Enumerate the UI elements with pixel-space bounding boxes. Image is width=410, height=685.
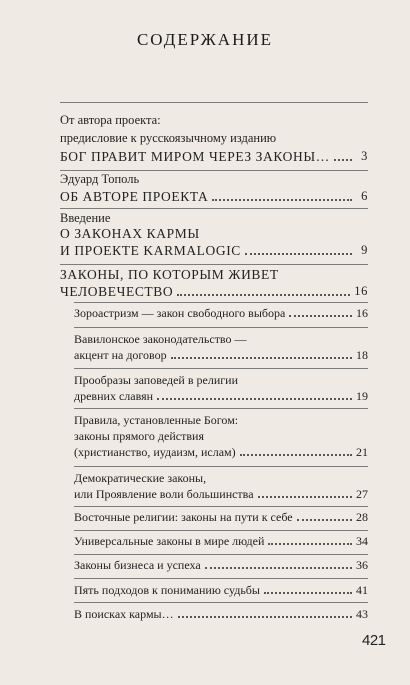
toc-entry-god-rules[interactable] [60,148,368,165]
toc-entry-preface-label [60,130,368,147]
page-title: СОДЕРЖАНИЕ [136,30,274,49]
toc-entry-humanity-laws[interactable] [60,266,368,300]
entry-page: 16 [354,284,368,298]
entry-page: 18 [356,348,368,362]
entry-page: 36 [356,558,368,572]
entry-line: От автора проекта: [60,113,161,127]
entry-line: ЗАКОНЫ, ПО КОТОРЫМ ЖИВЕТ [60,267,279,282]
toc-entry-democratic[interactable] [74,470,368,502]
leader-dots [212,199,352,201]
entry-line: Вавилонское законодательство — [74,332,247,346]
toc-entry-zoroastrianism[interactable] [74,305,368,321]
divider [74,466,368,467]
toc-entry-author-label [60,112,368,129]
entry-line: законы прямого действия [74,429,204,443]
toc-entry-destiny[interactable] [74,582,368,598]
entry-line: О ЗАКОНАХ КАРМЫ [60,226,200,241]
leader-dots [297,519,352,521]
entry-page: 19 [356,389,368,403]
toc-entry-about-author[interactable] [60,188,368,205]
leader-dots [258,496,352,498]
divider [60,264,368,265]
leader-dots [289,315,352,317]
divider [74,368,368,369]
toc-entry-karma-laws[interactable] [60,225,368,259]
entry-line: Зороастризм — закон свободного выбора [74,306,286,320]
entry-page: 9 [361,243,368,257]
leader-dots [177,294,350,296]
entry-line: Универсальные законы в мире людей [74,534,265,548]
entry-page: 3 [361,149,368,163]
toc-entry-eastern[interactable] [74,509,368,525]
entry-line: В поисках кармы… [74,607,174,621]
leader-dots [264,592,352,594]
entry-line: Демократические законы, [74,471,207,485]
divider [74,408,368,409]
toc-entry-karma-search[interactable] [74,606,368,622]
leader-dots [171,357,352,359]
entry-page: 28 [356,510,368,524]
entry-line: древних славян [74,389,154,403]
page-number: 421 [362,632,386,649]
divider [74,602,368,603]
entry-line: Эдуард Тополь [60,172,140,186]
entry-page: 6 [361,189,368,203]
toc-entry-business[interactable] [74,557,368,573]
leader-dots [268,543,352,545]
entry-page: 27 [356,487,368,501]
entry-page: 21 [356,445,368,459]
divider [74,506,368,507]
entry-line: предисловие к русскоязычному изданию [60,131,277,145]
divider [74,530,368,531]
divider [60,208,368,209]
toc-entry-slavs[interactable] [74,372,368,404]
entry-line: ЧЕЛОВЕЧЕСТВО [60,284,174,299]
entry-line: Правила, установленные Богом: [74,413,239,427]
divider [74,302,368,303]
toc-entry-universal[interactable] [74,533,368,549]
leader-dots [334,159,352,161]
divider [74,554,368,555]
entry-line: Законы бизнеса и успеха [74,558,201,572]
leader-dots [240,454,352,456]
entry-line: Восточные религии: законы на пути к себе [74,510,293,524]
entry-line: (христианство, иудаизм, ислам) [74,445,236,459]
entry-page: 34 [356,534,368,548]
entry-line: акцент на договор [74,348,167,362]
toc-entry-babylon[interactable] [74,331,368,363]
entry-line: Пять подходов к пониманию судьбы [74,583,260,597]
entry-line: И ПРОЕКТЕ KARMALOGIC [60,243,241,258]
entry-line: Введение [60,211,111,225]
divider [74,578,368,579]
entry-line: ОБ АВТОРЕ ПРОЕКТА [60,189,209,204]
divider [74,327,368,328]
entry-line: БОГ ПРАВИТ МИРОМ ЧЕРЕЗ ЗАКОНЫ… [60,149,330,164]
leader-dots [245,253,352,255]
entry-page: 16 [356,306,368,320]
entry-line: Прообразы заповедей в религии [74,373,239,387]
toc-entry-topol-label [60,171,368,188]
leader-dots [205,567,352,569]
entry-page: 43 [356,607,368,621]
entry-page: 41 [356,583,368,597]
divider [60,102,368,103]
leader-dots [178,616,352,618]
entry-line: или Проявление воли большинства [74,487,254,501]
leader-dots [157,398,352,400]
toc-entry-god-rules-direct[interactable] [74,412,368,460]
